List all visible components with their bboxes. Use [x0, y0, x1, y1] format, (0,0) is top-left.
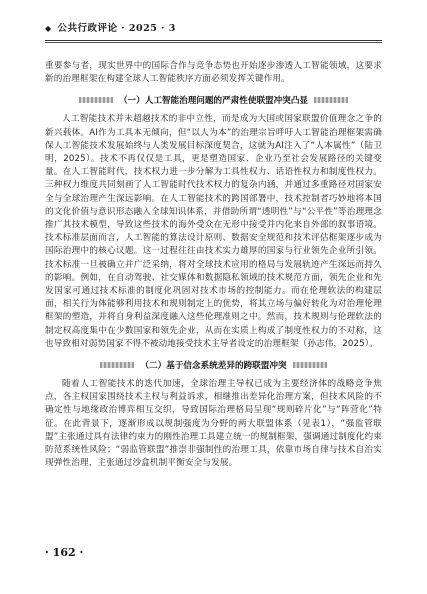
page-number: · 162 · — [45, 546, 84, 559]
heading-ornament-left — [100, 362, 134, 368]
intro-paragraph: 重要参与者，现实世界中的国际合作与竞争态势也开始逐步渗透人工智能领域，这要求新的治理框架在构建全球人工智能秩序方面必须发挥关键作用。 — [45, 61, 382, 85]
section-1-paragraph: 人工智能技术并未超越技术的非中立性，而是成为大国或国家联盟价值理念之争的新兴载体。AI作为工具本无倾向，但“以人为本”的治理宗旨呼吁人工智能治理框架需确保人工智能技术发展始终与人类发展目标深度契合，这就为AI注入了“人本属性”（陆卫明，2025）。技术不再仅仅是工具，更是塑造国家、企业乃至社会发展路径的关键变量。在人工智能时代，技术权力进一步分解为工具性权力、话语性权力和制度性权力。三种权力维度共同刻画了人工智能时代技术权力的复杂内涵，并通过多重路径对国家安全与全球治理产生深远影响。在人工智能技术的跨国部署中，技术控制者巧妙地将本国的文化价值与意识形态融入全球知识体系，并借助所谓“透明性”与“公平性”等治理理念推广其技术模型，导致这些技术的海外受众在无形中接受并内化来自外部的叙事语境。技术标准层面而言，人工智能的算法设计原则、数据安全规范和技术评估框架逐步成为国际治理中的核心议题。这一过程往往由技术实力雄厚的国家与行业领先企业所引领。技术标准一旦被确立并广泛采纳，将对全球技术应用的格局与发展轨迹产生深远而持久的影响。例如，在自动驾驶、社交媒体和数据隐私领域的技术规范方面，领先企业和先发国家可通过技术标准的制度化巩固对技术市场的控制能力。而在伦理软法的构建层面，相关行为体能够利用技术和规则制定上的优势，将其立场与偏好转化为对治理伦理框架的塑造，并将自身利益深度融入这些伦理准则之中。然而，技术规则与伦理软法的制定权高度集中在少数国家和领先企业，从而在实质上构成了制度性权力的不对称，这也导致相对弱势国家不得不被动地接受技术主导者设定的治理框架（孙志伟，2025）。 — [45, 114, 382, 349]
diamond-icon: ◆ — [45, 23, 52, 33]
heading-ornament-right — [314, 97, 348, 103]
header-rule-thin — [45, 42, 382, 43]
running-header — [45, 20, 176, 34]
header-rule — [45, 40, 382, 41]
journal-title: 公共行政评论 · 2025 · 3 — [57, 23, 176, 34]
article-body — [45, 60, 382, 470]
section-1-title: （一）人工智能治理问题的严肃性使联盟冲突凸显 — [118, 96, 309, 107]
heading-ornament-right — [293, 362, 327, 368]
section-heading-1 — [45, 91, 382, 109]
section-2-title: （二）基于信念系统差异的跨联盟冲突 — [140, 361, 287, 372]
heading-ornament-left — [79, 97, 113, 103]
section-heading-2 — [45, 356, 382, 374]
section-2-paragraph: 随着人工智能技术的迭代加速，全球治理主导权已成为主要经济体的战略竞争焦点，各主权国家围绕技术主权与利益诉求，相继推出差异化治理方案，但技术风险的不确定性与地缘政治博弈相互交织，导致国际治理格局呈现“规则碎片化”与“阵营化”特征。在此背景下，逐渐形成以规制强度为分野的两大联盟体系（见表1），“强监管联盟”主张通过具有法律约束力的刚性治理工具建立统一的规制框架，强调通过制度化约束防范系统性风险；“弱监管联盟”推崇非强制性的治理工具，依靠市场自律与技术自治实现弹性治理，主张通过沙盒机制平衡安全与发展。 — [45, 379, 382, 469]
